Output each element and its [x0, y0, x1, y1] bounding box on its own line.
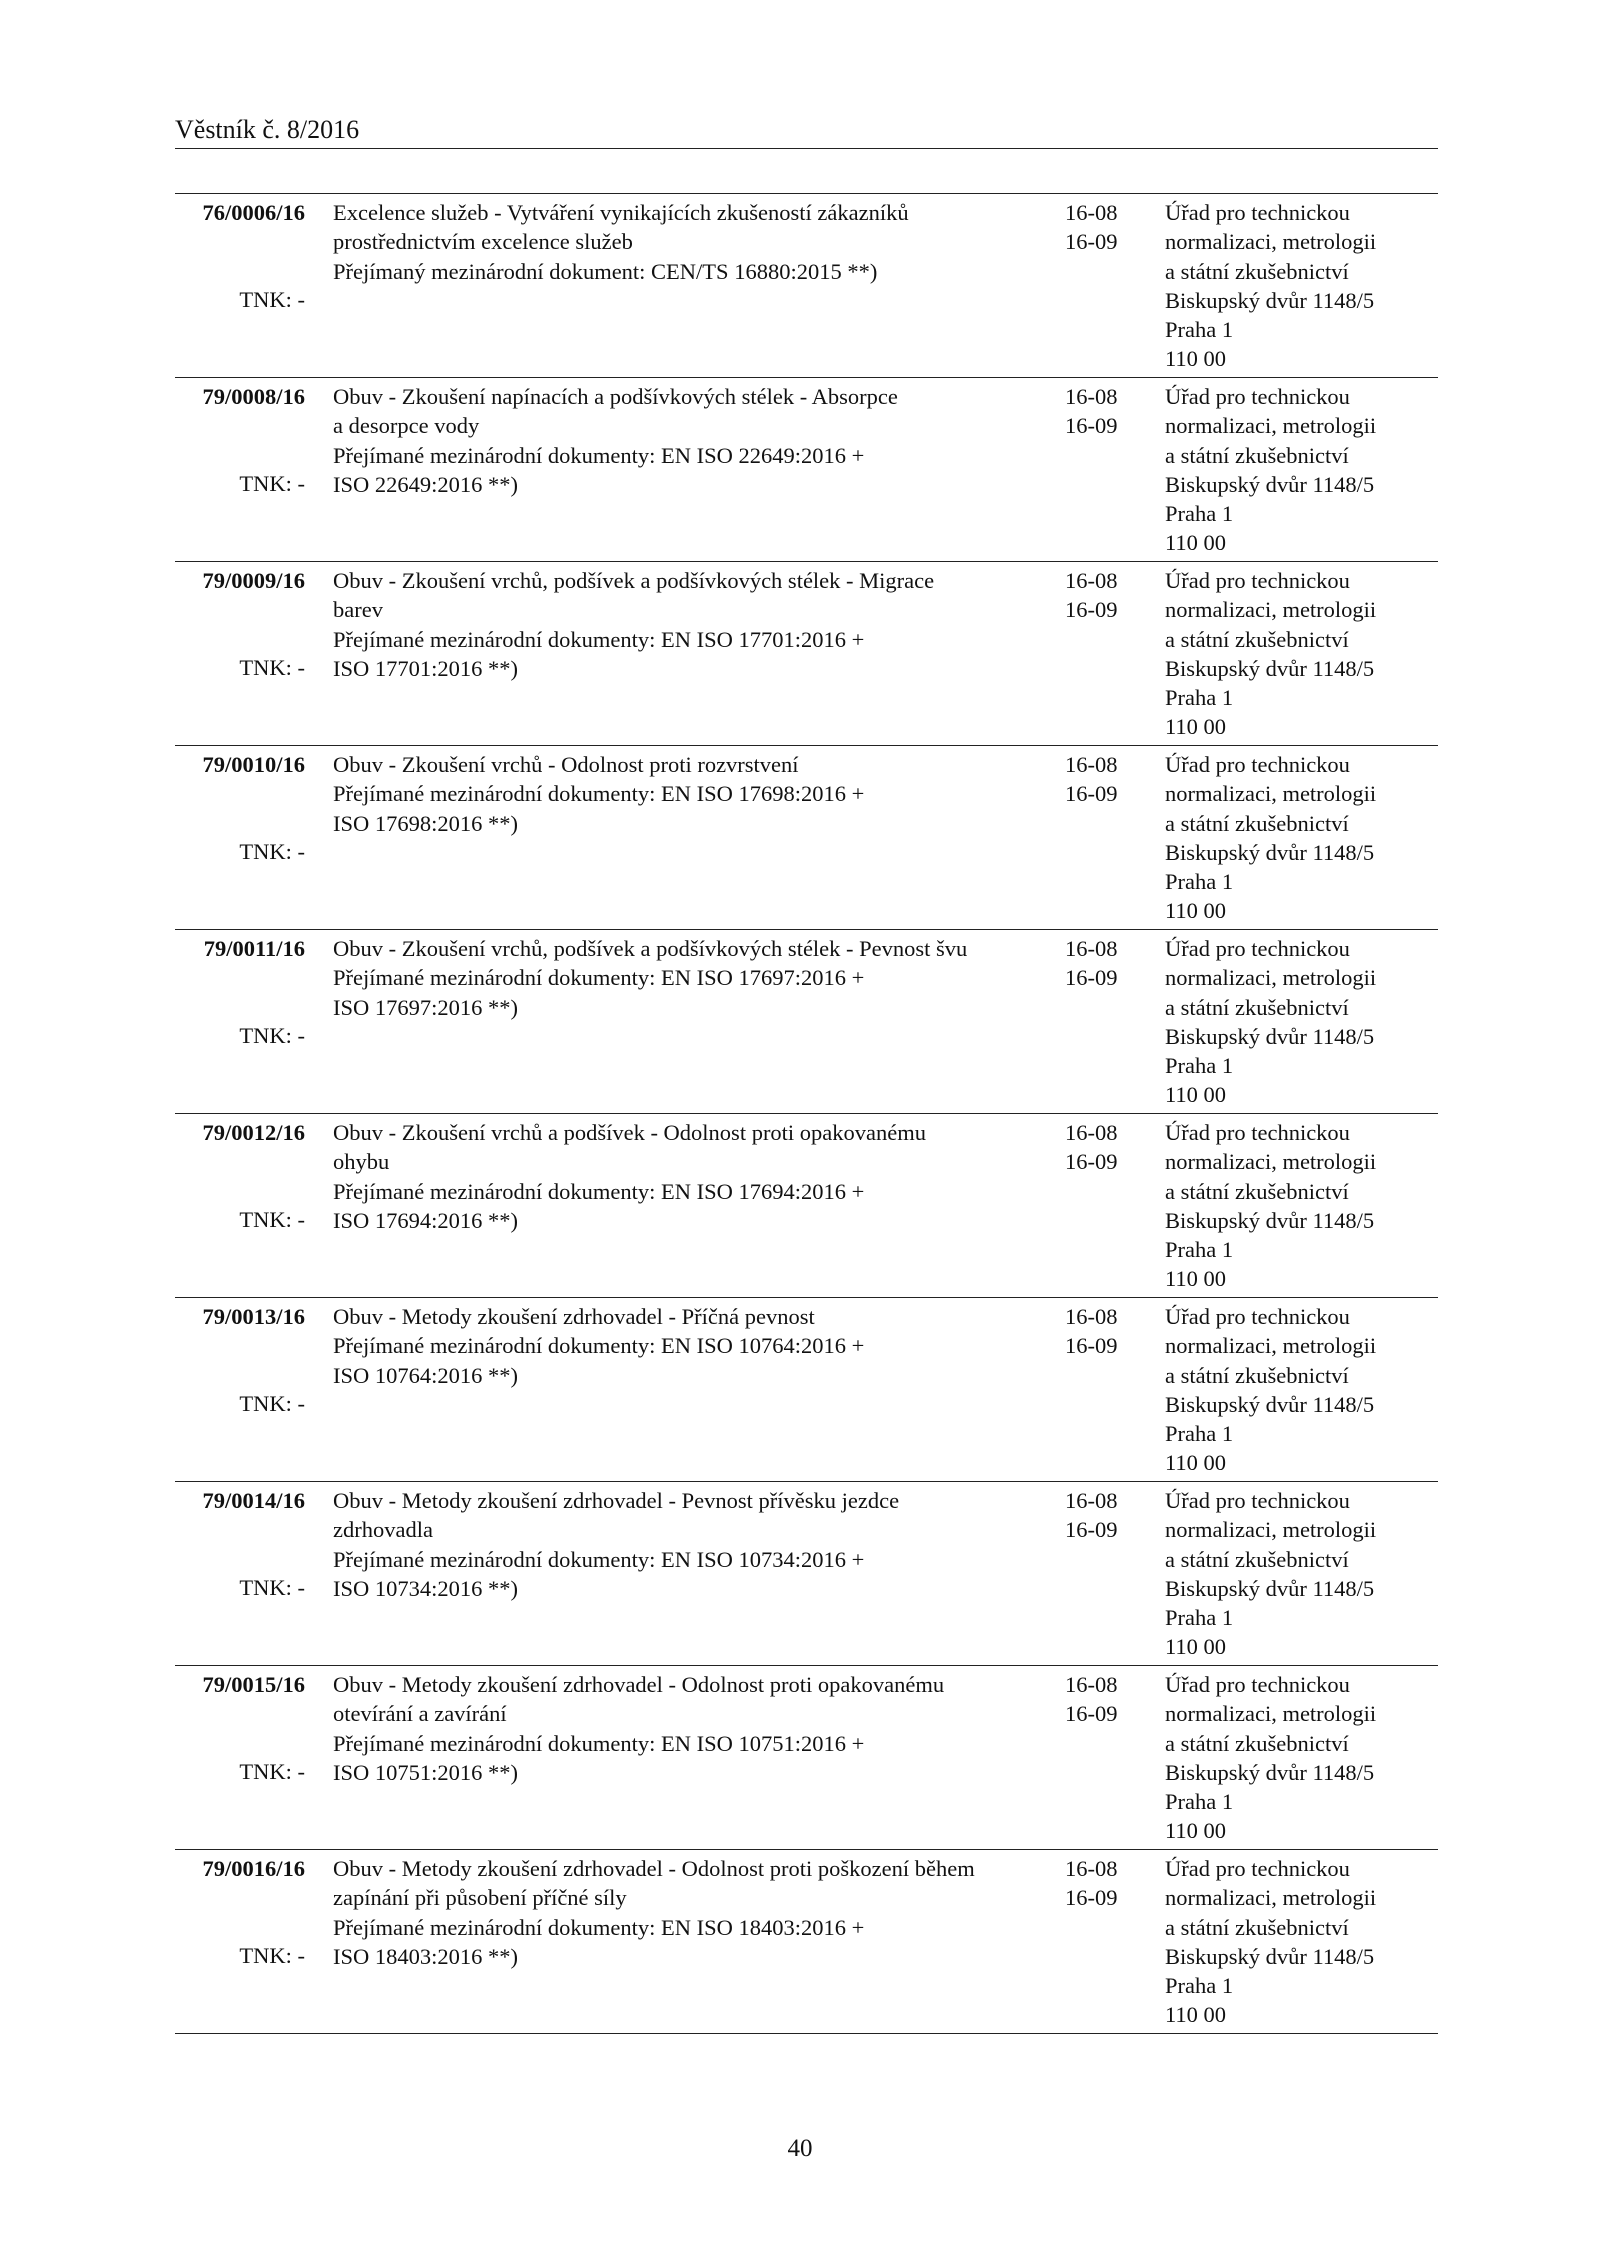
page-header — [175, 115, 1438, 149]
entry-title-line: Přejímané mezinárodní dokumenty: EN ISO 10764:2016 + — [333, 1333, 865, 1359]
entry-address-line: normalizaci, metrologii — [1165, 781, 1377, 807]
entry-address-line: normalizaci, metrologii — [1165, 597, 1377, 623]
entry-address-line: 110 00 — [1165, 714, 1227, 740]
entry-address-line: Úřad pro technickou — [1165, 752, 1350, 777]
entry-address-line: Praha 1 — [1165, 1053, 1234, 1079]
entry-address-line: 110 00 — [1165, 898, 1227, 924]
entry-address-line: normalizaci, metrologii — [1165, 1149, 1377, 1175]
entry-title-line: zdrhovadla — [333, 1517, 433, 1543]
entry-code: 16-09 — [1065, 413, 1118, 439]
entry-tnk: TNK: - — [239, 471, 305, 496]
entry-number: 79/0009/16 — [202, 568, 305, 593]
entry-tnk: TNK: - — [239, 1391, 305, 1416]
entry-address-line: Biskupský dvůr 1148/5 — [1165, 655, 1375, 681]
entry-title-line: Obuv - Metody zkoušení zdrhovadel - Odolnost proti opakovanému — [333, 1672, 945, 1697]
entry-codes-cell — [1065, 750, 1145, 809]
entry-address-line: Praha 1 — [1165, 1973, 1234, 1999]
entry-title-line: ohybu — [333, 1149, 390, 1175]
entry-address-line: Praha 1 — [1165, 1237, 1234, 1263]
entry-address-line: a státní zkušebnictví — [1165, 1730, 1349, 1756]
entry-code: 16-08 — [1065, 752, 1118, 777]
entry-number: 79/0014/16 — [202, 1488, 305, 1513]
table-row — [175, 1850, 1438, 2034]
entry-title-line: Obuv - Zkoušení napínacích a podšívkových stélek - Absorpce — [333, 384, 898, 409]
entry-number: 79/0011/16 — [203, 936, 305, 961]
entry-address-line: Úřad pro technickou — [1165, 1488, 1350, 1513]
entry-address-line: 110 00 — [1165, 1266, 1227, 1292]
entry-title-line: Přejímaný mezinárodní dokument: CEN/TS 16880:2015 **) — [333, 258, 878, 284]
entry-id-cell — [175, 382, 305, 496]
entry-number: 79/0013/16 — [202, 1304, 305, 1329]
entry-address-cell — [1165, 934, 1438, 1110]
entry-address-line: Praha 1 — [1165, 317, 1234, 343]
entry-id-cell — [175, 750, 305, 864]
entry-id-cell — [175, 198, 305, 312]
entry-codes-cell — [1065, 1486, 1145, 1545]
entry-code: 16-08 — [1065, 1120, 1118, 1145]
entry-title-line: Přejímané mezinárodní dokumenty: EN ISO 10751:2016 + — [333, 1730, 865, 1756]
table-row — [175, 194, 1438, 378]
entry-code: 16-08 — [1065, 568, 1118, 593]
entry-title-line: otevírání a zavírání — [333, 1701, 507, 1727]
entry-codes-cell — [1065, 382, 1145, 441]
entry-title-line: Přejímané mezinárodní dokumenty: EN ISO 17694:2016 + — [333, 1178, 865, 1204]
entry-title-line: Obuv - Metody zkoušení zdrhovadel - Odolnost proti poškození během — [333, 1856, 975, 1881]
entry-address-line: Biskupský dvůr 1148/5 — [1165, 1391, 1375, 1417]
entry-number: 79/0016/16 — [202, 1856, 305, 1881]
entry-code: 16-09 — [1065, 229, 1118, 255]
entry-address-line: Biskupský dvůr 1148/5 — [1165, 839, 1375, 865]
entry-address-line: Úřad pro technickou — [1165, 568, 1350, 593]
entry-code: 16-08 — [1065, 200, 1118, 225]
entry-address-line: 110 00 — [1165, 346, 1227, 372]
entry-code: 16-09 — [1065, 1333, 1118, 1359]
entry-code: 16-09 — [1065, 1149, 1118, 1175]
entry-address-line: Úřad pro technickou — [1165, 936, 1350, 961]
entry-title-line: ISO 10751:2016 **) — [333, 1759, 518, 1785]
entry-codes-cell — [1065, 1302, 1145, 1361]
entry-address-line: a státní zkušebnictví — [1165, 626, 1349, 652]
entry-number: 79/0010/16 — [202, 752, 305, 777]
entry-id-cell — [175, 1302, 305, 1416]
entry-tnk: TNK: - — [239, 1759, 305, 1784]
entry-address-line: Praha 1 — [1165, 685, 1234, 711]
entry-title-line: Přejímané mezinárodní dokumenty: EN ISO 17697:2016 + — [333, 965, 865, 991]
entry-title-line: Obuv - Zkoušení vrchů - Odolnost proti rozvrstvení — [333, 752, 799, 777]
entry-id-cell — [175, 1854, 305, 1968]
entry-title-line: barev — [333, 597, 383, 623]
entry-title-line: ISO 10734:2016 **) — [333, 1575, 518, 1601]
entry-title-line: Přejímané mezinárodní dokumenty: EN ISO 10734:2016 + — [333, 1546, 865, 1572]
entry-address-line: a státní zkušebnictví — [1165, 258, 1349, 284]
entry-title-line: prostřednictvím excelence služeb — [333, 229, 633, 255]
entry-address-cell — [1165, 1302, 1438, 1478]
table-row — [175, 378, 1438, 562]
entry-address-line: normalizaci, metrologii — [1165, 1517, 1377, 1543]
entry-address-line: Praha 1 — [1165, 1789, 1234, 1815]
entry-code: 16-08 — [1065, 384, 1118, 409]
entry-code: 16-09 — [1065, 1517, 1118, 1543]
entry-address-line: 110 00 — [1165, 1634, 1227, 1660]
entry-address-line: Biskupský dvůr 1148/5 — [1165, 1023, 1375, 1049]
entry-number: 79/0015/16 — [202, 1672, 305, 1697]
entry-address-line: a státní zkušebnictví — [1165, 1178, 1349, 1204]
entry-title-line: a desorpce vody — [333, 413, 480, 439]
entry-address-line: 110 00 — [1165, 1450, 1227, 1476]
table-row — [175, 562, 1438, 746]
entry-address-line: normalizaci, metrologii — [1165, 1885, 1377, 1911]
table-row — [175, 746, 1438, 930]
entry-address-line: normalizaci, metrologii — [1165, 965, 1377, 991]
entry-tnk: TNK: - — [239, 1575, 305, 1600]
entry-address-line: 110 00 — [1165, 2002, 1227, 2028]
entry-tnk: TNK: - — [239, 1023, 305, 1048]
entry-title-line: ISO 17701:2016 **) — [333, 655, 518, 681]
entry-code: 16-09 — [1065, 965, 1118, 991]
entry-address-line: a státní zkušebnictví — [1165, 442, 1349, 468]
entry-address-line: Úřad pro technickou — [1165, 1672, 1350, 1697]
table-row — [175, 1114, 1438, 1298]
entry-codes-cell — [1065, 1118, 1145, 1177]
entry-tnk: TNK: - — [239, 1207, 305, 1232]
table-row — [175, 1482, 1438, 1666]
entry-title-line: ISO 22649:2016 **) — [333, 471, 518, 497]
entry-address-cell — [1165, 1486, 1438, 1662]
entry-number: 76/0006/16 — [202, 200, 305, 225]
entry-code: 16-09 — [1065, 781, 1118, 807]
entry-address-line: normalizaci, metrologii — [1165, 229, 1377, 255]
entry-address-line: Úřad pro technickou — [1165, 1304, 1350, 1329]
entry-address-line: 110 00 — [1165, 1082, 1227, 1108]
entry-address-line: Praha 1 — [1165, 1421, 1234, 1447]
entry-title-line: Přejímané mezinárodní dokumenty: EN ISO 22649:2016 + — [333, 442, 865, 468]
entry-code: 16-08 — [1065, 1488, 1118, 1513]
entry-address-line: normalizaci, metrologii — [1165, 1701, 1377, 1727]
entry-address-cell — [1165, 566, 1438, 742]
entry-title-line: Obuv - Metody zkoušení zdrhovadel - Příčná pevnost — [333, 1304, 815, 1329]
entry-id-cell — [175, 1118, 305, 1232]
entry-address-line: a státní zkušebnictví — [1165, 810, 1349, 836]
entry-title-line: Přejímané mezinárodní dokumenty: EN ISO 17698:2016 + — [333, 781, 865, 807]
entry-title-line: Obuv - Zkoušení vrchů, podšívek a podšívkových stélek - Pevnost švu — [333, 936, 968, 961]
entry-address-cell — [1165, 382, 1438, 558]
entry-code: 16-08 — [1065, 1304, 1118, 1329]
entry-number: 79/0008/16 — [202, 384, 305, 409]
entry-address-line: 110 00 — [1165, 1818, 1227, 1844]
entry-title-line: Přejímané mezinárodní dokumenty: EN ISO 18403:2016 + — [333, 1914, 865, 1940]
entry-tnk: TNK: - — [239, 1943, 305, 1968]
entry-id-cell — [175, 1670, 305, 1784]
entry-address-line: a státní zkušebnictví — [1165, 1914, 1349, 1940]
table-row — [175, 1666, 1438, 1850]
entry-address-cell — [1165, 1854, 1438, 2030]
table-row — [175, 930, 1438, 1114]
entry-code: 16-09 — [1065, 597, 1118, 623]
entry-codes-cell — [1065, 198, 1145, 257]
entry-title-line: ISO 10764:2016 **) — [333, 1362, 518, 1388]
entry-title-line: ISO 18403:2016 **) — [333, 1943, 518, 1969]
entry-title-line: ISO 17694:2016 **) — [333, 1207, 518, 1233]
entry-address-line: a státní zkušebnictví — [1165, 994, 1349, 1020]
entry-address-line: normalizaci, metrologii — [1165, 1333, 1377, 1359]
entry-title-line: zapínání při působení příčné síly — [333, 1885, 627, 1911]
entry-codes-cell — [1065, 934, 1145, 993]
entry-tnk: TNK: - — [239, 655, 305, 680]
entry-address-line: Biskupský dvůr 1148/5 — [1165, 1943, 1375, 1969]
entry-address-line: 110 00 — [1165, 530, 1227, 556]
entry-address-cell — [1165, 198, 1438, 374]
entry-title-line: Přejímané mezinárodní dokumenty: EN ISO 17701:2016 + — [333, 626, 865, 652]
entry-address-line: normalizaci, metrologii — [1165, 413, 1377, 439]
page-number: 40 — [787, 2135, 813, 2162]
table-row — [175, 1298, 1438, 1482]
entry-code: 16-08 — [1065, 1672, 1118, 1697]
entry-address-line: Úřad pro technickou — [1165, 200, 1350, 225]
entry-code: 16-09 — [1065, 1701, 1118, 1727]
entry-address-line: Praha 1 — [1165, 869, 1234, 895]
entry-address-line: Úřad pro technickou — [1165, 384, 1350, 409]
entry-address-cell — [1165, 750, 1438, 926]
entry-address-line: a státní zkušebnictví — [1165, 1362, 1349, 1388]
entry-address-line: Úřad pro technickou — [1165, 1120, 1350, 1145]
entry-address-line: a státní zkušebnictví — [1165, 1546, 1349, 1572]
entry-id-cell — [175, 566, 305, 680]
entry-address-line: Biskupský dvůr 1148/5 — [1165, 1575, 1375, 1601]
entry-title-line: ISO 17697:2016 **) — [333, 994, 518, 1020]
entry-address-line: Praha 1 — [1165, 501, 1234, 527]
entry-title-line: Excelence služeb - Vytváření vynikajících zkušeností zákazníků — [333, 200, 909, 225]
entry-code: 16-09 — [1065, 1885, 1118, 1911]
entry-codes-cell — [1065, 566, 1145, 625]
entry-number: 79/0012/16 — [202, 1120, 305, 1145]
entries-table — [175, 193, 1438, 2034]
entry-address-line: Biskupský dvůr 1148/5 — [1165, 1759, 1375, 1785]
entry-title-line: ISO 17698:2016 **) — [333, 810, 518, 836]
entry-title-line: Obuv - Metody zkoušení zdrhovadel - Pevnost přívěsku jezdce — [333, 1488, 900, 1513]
entry-address-cell — [1165, 1118, 1438, 1294]
entry-codes-cell — [1065, 1670, 1145, 1729]
entry-id-cell — [175, 934, 305, 1048]
entry-address-cell — [1165, 1670, 1438, 1846]
entry-tnk: TNK: - — [239, 287, 305, 312]
entry-title-line: Obuv - Zkoušení vrchů a podšívek - Odolnost proti opakovanému — [333, 1120, 927, 1145]
entry-title-line: Obuv - Zkoušení vrchů, podšívek a podšívkových stélek - Migrace — [333, 568, 935, 593]
entry-codes-cell — [1065, 1854, 1145, 1913]
entry-address-line: Biskupský dvůr 1148/5 — [1165, 471, 1375, 497]
entry-address-line: Praha 1 — [1165, 1605, 1234, 1631]
entry-code: 16-08 — [1065, 1856, 1118, 1881]
entry-code: 16-08 — [1065, 936, 1118, 961]
entry-address-line: Biskupský dvůr 1148/5 — [1165, 287, 1375, 313]
entry-address-line: Biskupský dvůr 1148/5 — [1165, 1207, 1375, 1233]
page-title: Věstník č. 8/2016 — [175, 115, 360, 144]
entry-address-line: Úřad pro technickou — [1165, 1856, 1350, 1881]
entry-tnk: TNK: - — [239, 839, 305, 864]
entry-id-cell — [175, 1486, 305, 1600]
